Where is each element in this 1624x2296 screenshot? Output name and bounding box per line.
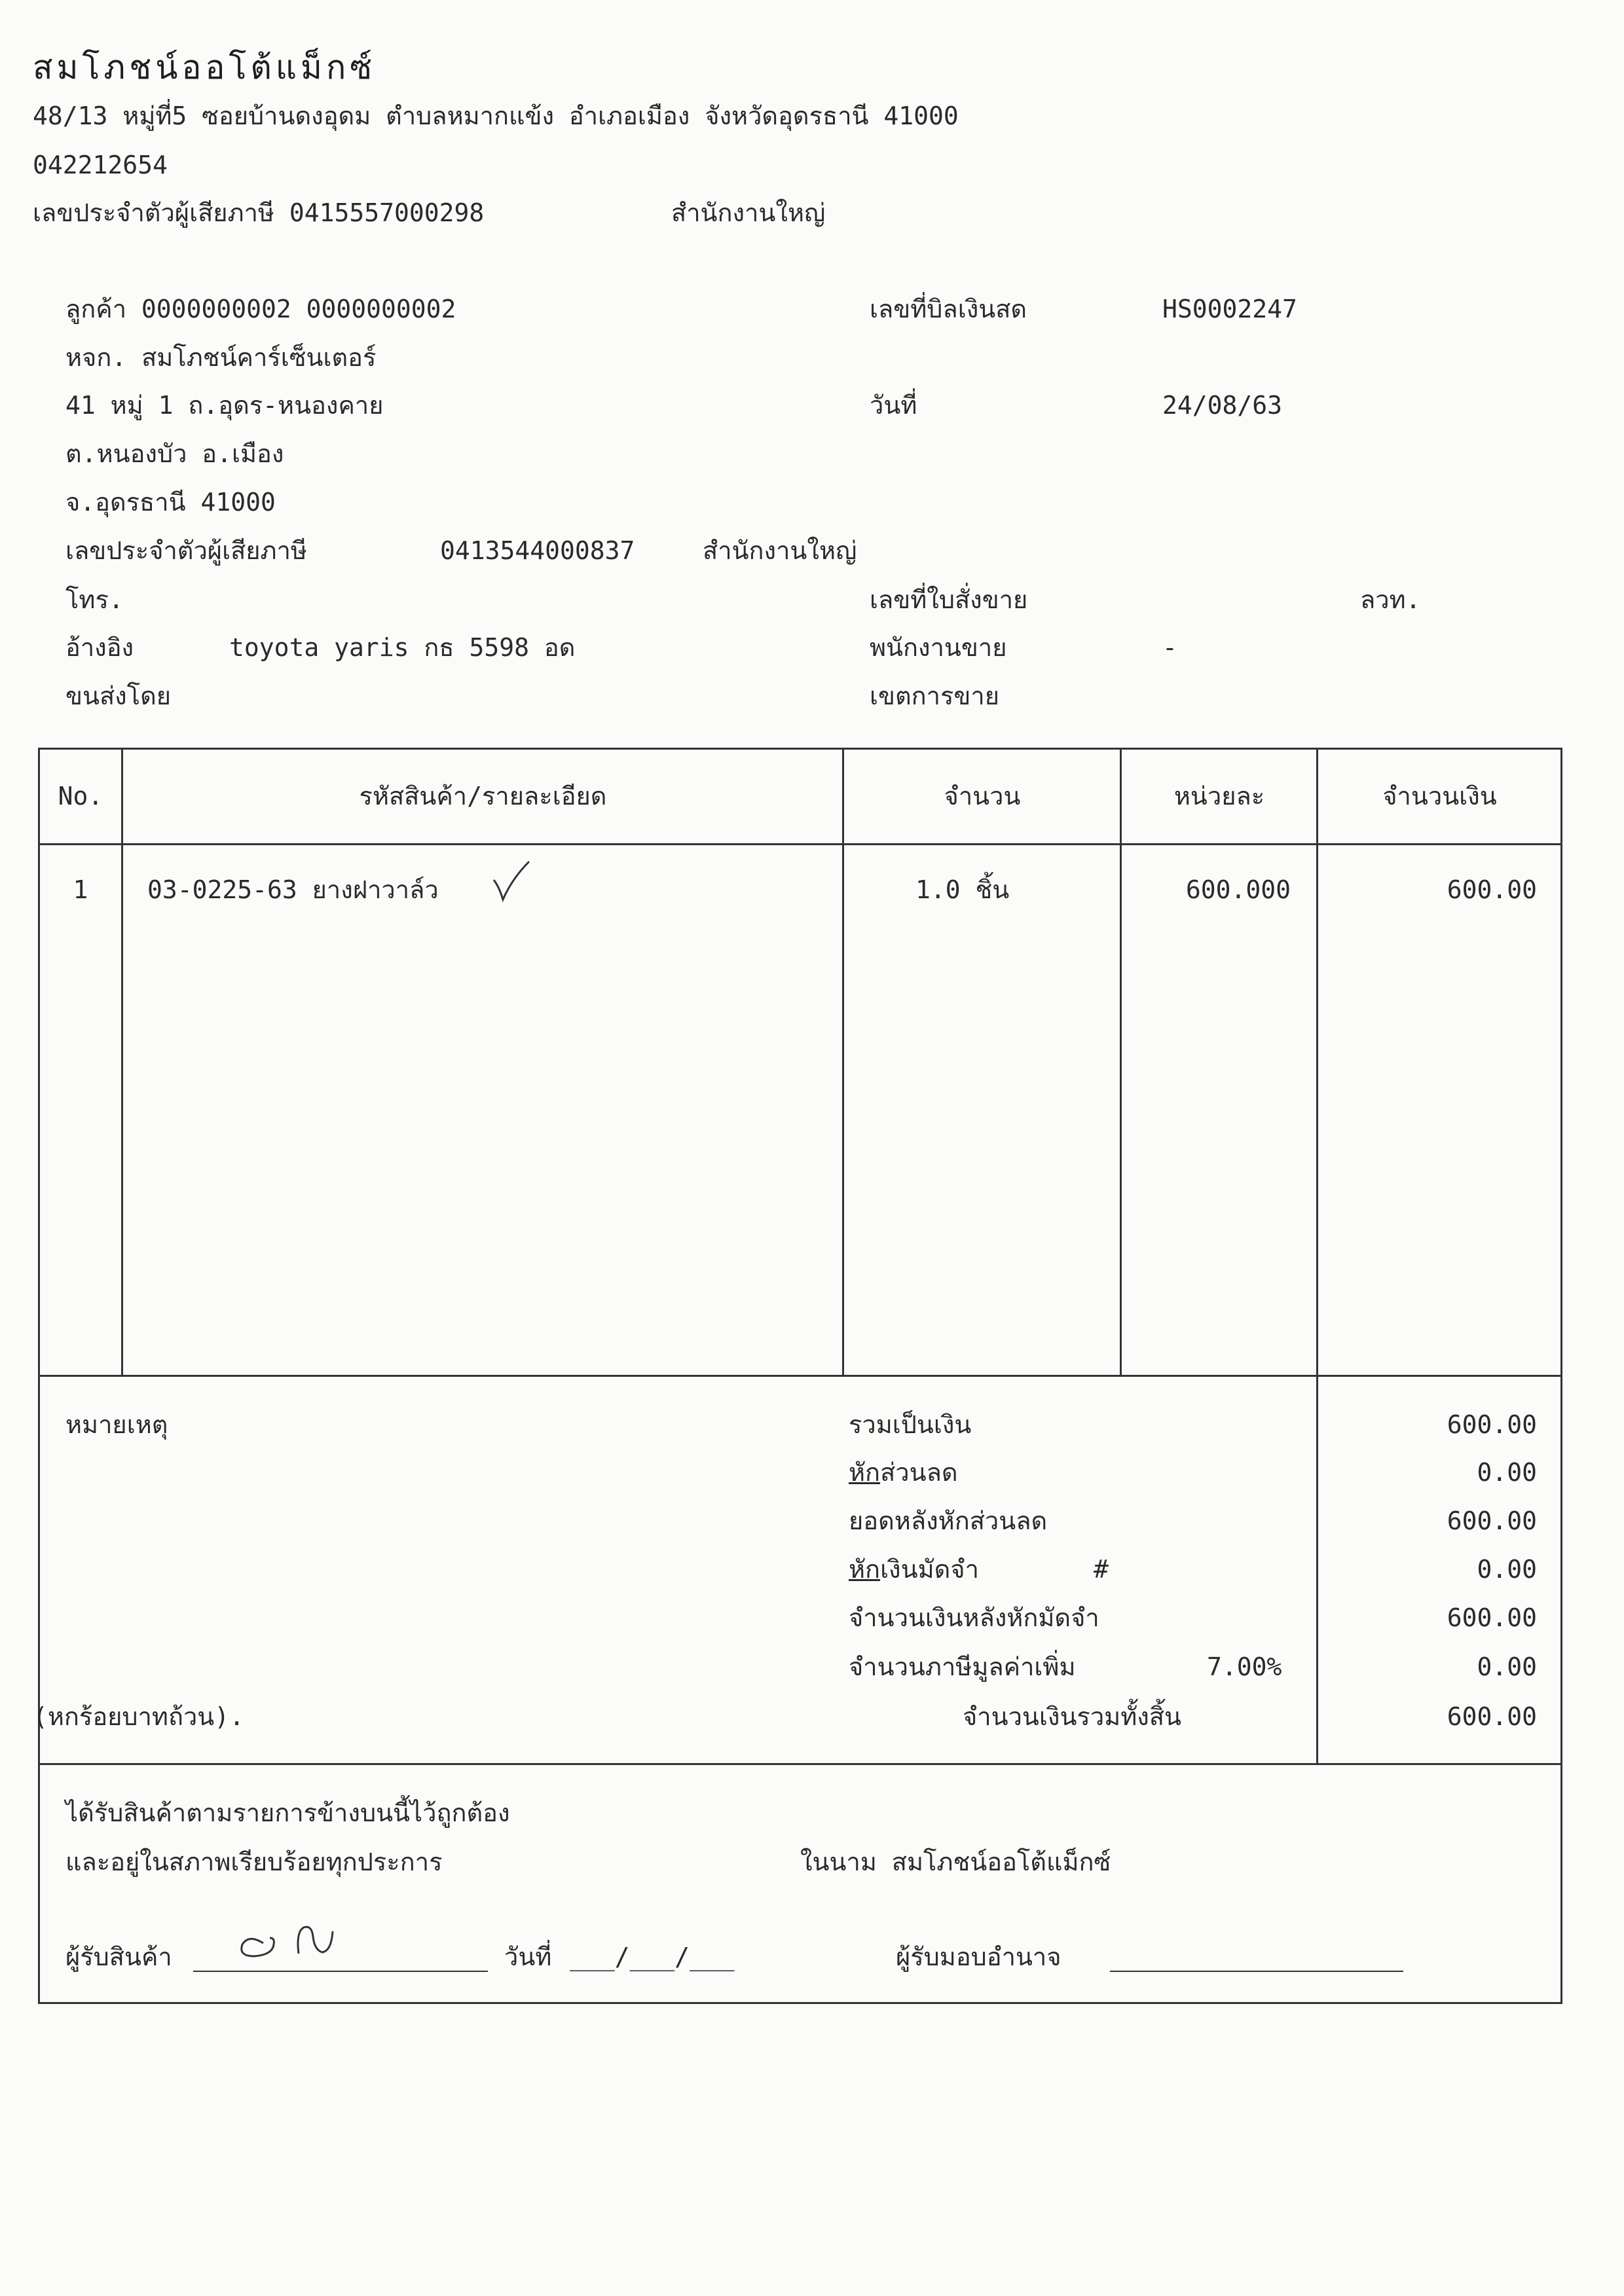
customer-name: หจก. สมโภชน์คาร์เซ็นเตอร์ [65,343,377,372]
row-unit-price: 600.000 [1185,875,1291,904]
sales-label: พนักงานขาย [870,633,1007,662]
customer-address-2: ต.หนองบัว อ.เมือง [65,439,284,468]
customer-address-1: 41 หมู่ 1 ถ.อุดร-หนองคาย [65,391,384,420]
deposit-label: หักเงินมัดจำ [849,1555,979,1584]
discount-value: 0.00 [1477,1458,1537,1487]
order-no-label: เลขที่ใบสั่งขาย [870,585,1028,614]
customer-ref-label: อ้างอิง [65,633,134,662]
after-discount-label: ยอดหลังหักส่วนลด [849,1506,1048,1535]
checkmark-icon [492,859,532,905]
deposit-hash: # [1094,1555,1109,1584]
seller-phone: 042212654 [33,151,168,179]
remark-label: หมายเหตุ [65,1410,168,1439]
customer-phone-label: โทร. [65,585,124,614]
vat-label: จำนวนภาษีมูลค่าเพิ่ม [849,1652,1076,1681]
header-amount: จำนวนเงิน [1382,782,1497,811]
date-label: วันที่ [870,391,917,420]
deposit-value: 0.00 [1477,1555,1537,1584]
row-quantity: 1.0 ชิ้น [915,875,1010,904]
seller-tax-id: เลขประจำตัวผู้เสียภาษี 0415557000298 [33,198,485,227]
sales-value: - [1162,633,1177,662]
customer-ref-value: toyota yaris กธ 5598 อด [229,633,576,662]
seller-address: 48/13 หมู่ที่5 ซอยบ้านดงอุดม ตำบลหมากแข้ง อำเภอเมือง จังหวัดอุดรธานี 41000 [33,101,959,130]
bill-no: HS0002247 [1162,295,1297,323]
order-no-value: ลวท. [1360,585,1421,614]
seller-branch: สำนักงานใหญ่ [671,198,826,227]
subtotal-label: รวมเป็นเงิน [849,1410,972,1439]
total-value: 600.00 [1447,1702,1537,1731]
vat-rate: 7.00% [1207,1652,1282,1681]
seller-name: สมโภชน์ออโต้แม็กซ์ [33,48,377,86]
authorized-signature-line [1110,1947,1403,1972]
on-behalf-of: ในนาม สมโภชน์ออโต้แม็กซ์ [800,1848,1111,1876]
area-label: เขตการขาย [870,682,999,710]
received-statement-2: และอยู่ในสภาพเรียบร้อยทุกประการ [65,1848,443,1876]
total-label: จำนวนเงินรวมทั้งสิ้น [963,1702,1181,1731]
customer-ship-label: ขนส่งโดย [65,682,172,710]
subtotal-value: 600.00 [1447,1410,1537,1439]
row-no: 1 [73,875,88,904]
customer-tax-id: 0413544000837 [440,536,635,565]
customer-code: ลูกค้า 0000000002 0000000002 [65,295,456,323]
authorized-label: ผู้รับมอบอำนาจ [896,1942,1061,1971]
customer-tax-label: เลขประจำตัวผู้เสียภาษี [65,536,307,565]
receive-date-label: วันที่ [504,1942,552,1971]
after-deposit-label: จำนวนเงินหลังหักมัดจำ [849,1603,1099,1632]
receiver-label: ผู้รับสินค้า [65,1942,172,1971]
invoice-date: 24/08/63 [1162,391,1283,420]
header-unit-price: หน่วยละ [1173,782,1265,811]
receive-date-blank: ___/___/___ [570,1942,735,1971]
row-amount: 600.00 [1447,875,1537,904]
header-no: No. [58,782,103,811]
handwritten-signature [236,1918,347,1964]
customer-branch: สำนักงานใหญ่ [703,536,857,565]
row-description: 03-0225-63 ยางฝาวาล์ว [147,875,439,904]
discount-label: หักส่วนลด [849,1458,958,1487]
received-statement-1: ได้รับสินค้าตามรายการข้างบนนี้ไว้ถูกต้อง [65,1798,510,1827]
after-deposit-value: 600.00 [1447,1603,1537,1632]
vat-value: 0.00 [1477,1652,1537,1681]
amount-in-words: (หกร้อยบาทถ้วน). [33,1702,245,1731]
customer-address-3: จ.อุดรธานี 41000 [65,488,276,517]
header-description: รหัสสินค้า/รายละเอียด [359,782,607,811]
after-discount-value: 600.00 [1447,1506,1537,1535]
bill-no-label: เลขที่บิลเงินสด [870,295,1027,323]
header-quantity: จำนวน [944,782,1021,811]
